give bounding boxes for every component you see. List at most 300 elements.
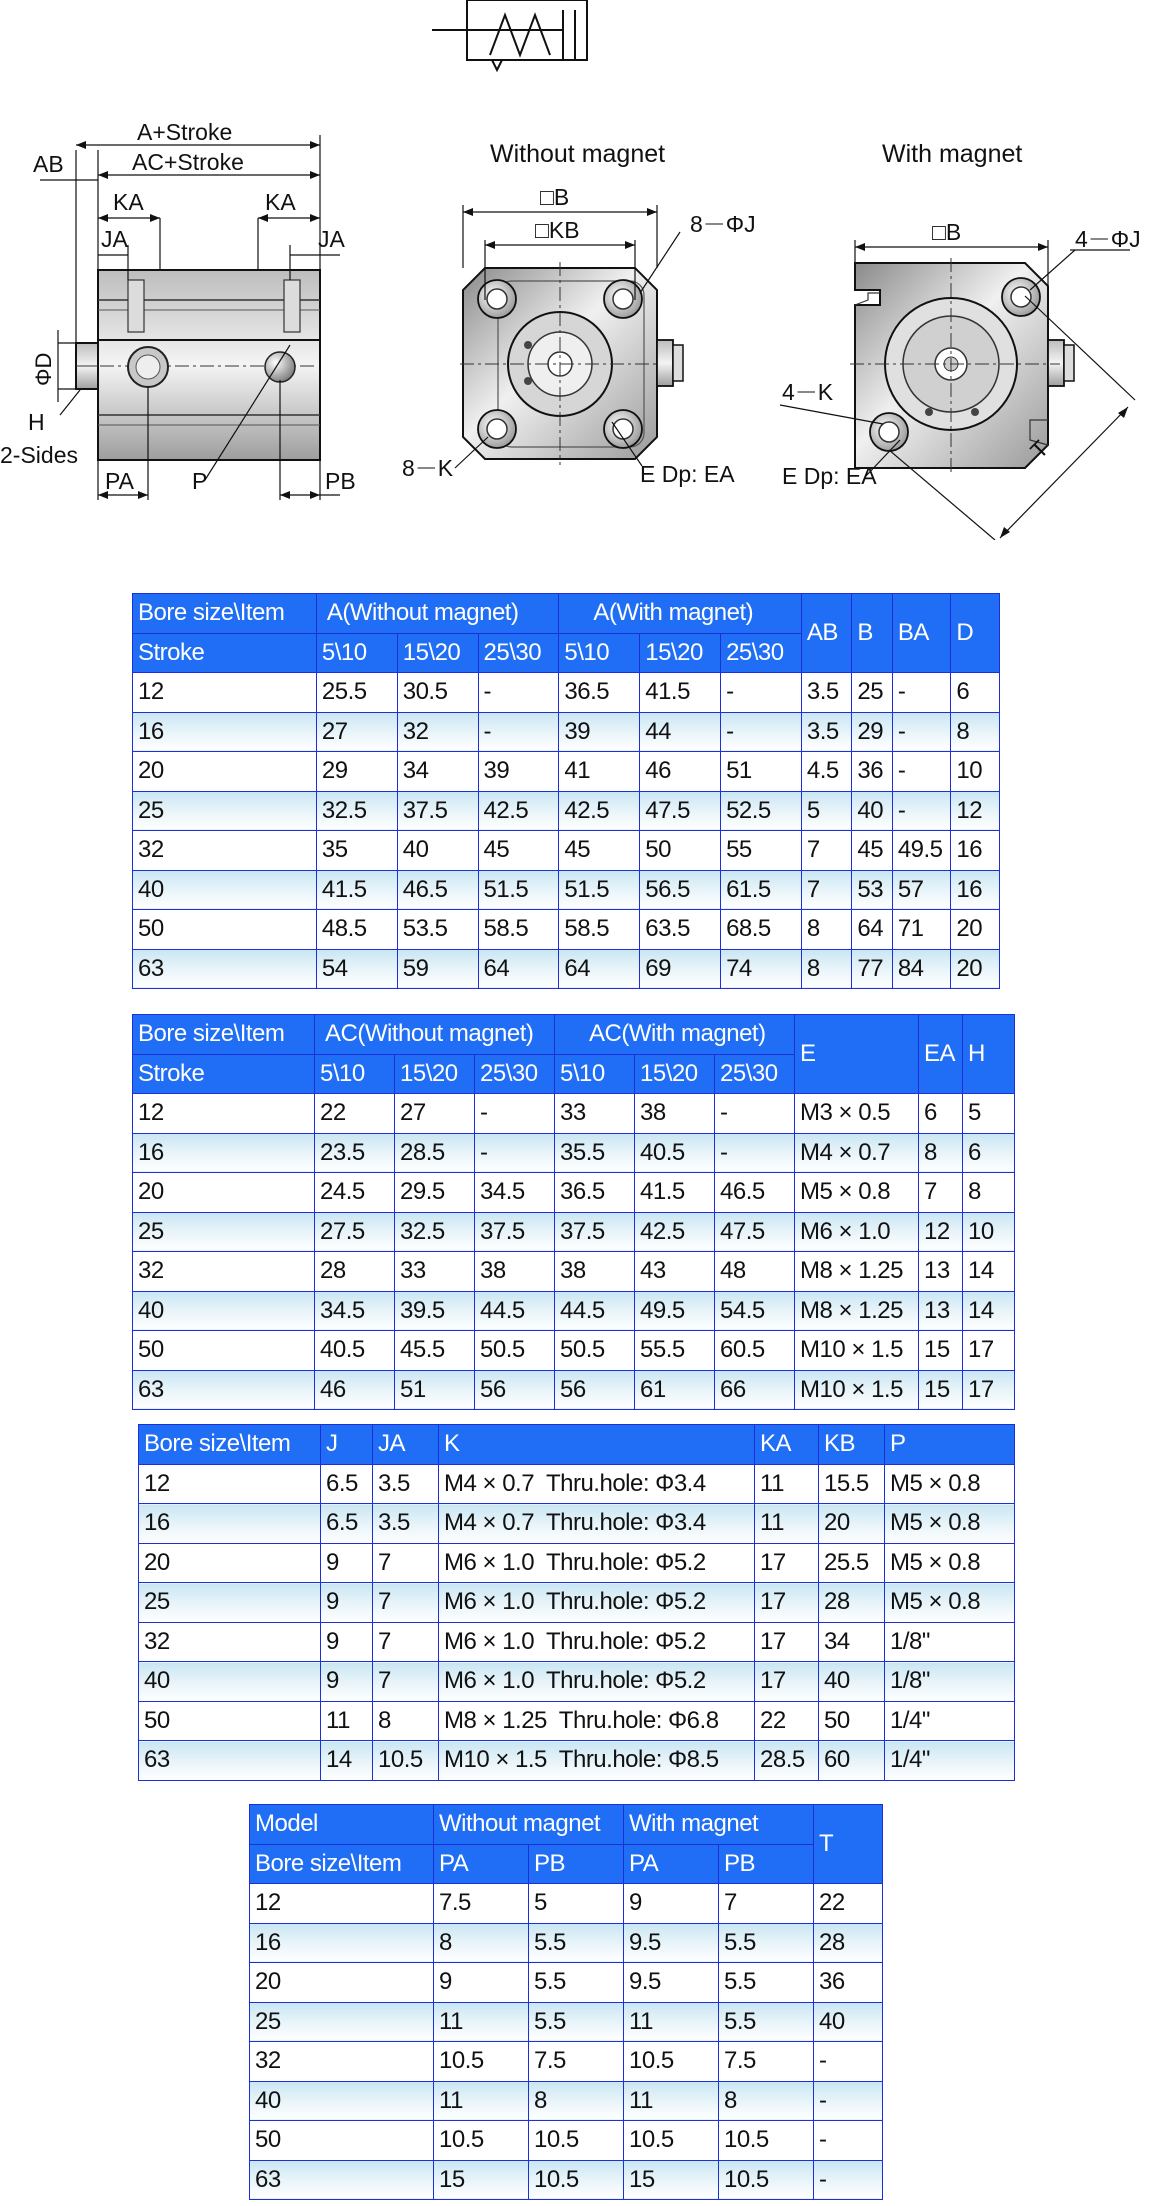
table-cell: - — [721, 712, 802, 752]
label-b-without: □B — [540, 184, 570, 210]
table-cell: 16 — [133, 712, 317, 752]
table-cell: 32 — [139, 1622, 321, 1662]
table-cell: 27 — [395, 1094, 475, 1134]
header-cell: K — [439, 1425, 755, 1465]
table-cell: 46.5 — [397, 870, 478, 910]
label-kb-without: □KB — [535, 217, 580, 243]
table-cell: 11 — [755, 1464, 819, 1504]
table-cell: - — [715, 1094, 795, 1134]
table-cell: 3.5 — [801, 673, 852, 713]
table-cell: 38 — [475, 1252, 555, 1292]
table-cell: 63 — [250, 2160, 434, 2200]
header-cell: D — [951, 594, 1000, 673]
table-cell: 54 — [316, 949, 397, 989]
header-cell: With magnet — [624, 1805, 814, 1845]
table-row — [250, 1963, 883, 2003]
table-row — [250, 2042, 883, 2082]
table-cell: M6 × 1.0 Thru.hole: Φ5.2 — [439, 1543, 755, 1583]
table-row — [139, 1701, 1015, 1741]
table-cell: 41.5 — [316, 870, 397, 910]
label-t-with: T — [1025, 435, 1054, 464]
table-j-k-p-dimensions — [138, 1424, 1015, 1781]
table-cell: 7.5 — [529, 2042, 624, 2082]
dim-pa: PA — [105, 468, 134, 494]
table-cell: 15.5 — [819, 1464, 885, 1504]
table-cell: 45.5 — [395, 1331, 475, 1371]
label-b-with: □B — [932, 219, 962, 245]
table-cell: 20 — [139, 1543, 321, 1583]
front-view-without-magnet — [460, 262, 683, 465]
dim-ka-right: KA — [265, 189, 296, 215]
table-header-row — [133, 1015, 1015, 1055]
table-cell: 43 — [635, 1252, 715, 1292]
header-cell: Model — [250, 1805, 434, 1845]
table-row — [133, 949, 1000, 989]
table-cell: 34.5 — [315, 1291, 395, 1331]
table-cell: 55 — [721, 831, 802, 871]
table-cell: 8 — [434, 1923, 529, 1963]
table-cell: - — [475, 1094, 555, 1134]
table-cell: 16 — [951, 831, 1000, 871]
table-cell: 46.5 — [715, 1173, 795, 1213]
table-cell: 44.5 — [475, 1291, 555, 1331]
table-cell: 38 — [635, 1094, 715, 1134]
table-cell: 15 — [624, 2160, 719, 2200]
table-cell: 55.5 — [635, 1331, 715, 1371]
table-pa-pb-t-dimensions — [249, 1804, 883, 2200]
table-cell: 58.5 — [559, 910, 640, 950]
table-cell: 34 — [397, 752, 478, 792]
table-cell: 28 — [819, 1583, 885, 1623]
table-cell: 20 — [951, 949, 1000, 989]
table-row — [139, 1504, 1015, 1544]
table-cell: 39.5 — [395, 1291, 475, 1331]
table-cell: 14 — [963, 1252, 1015, 1292]
table-cell: - — [478, 673, 559, 713]
table-row — [139, 1543, 1015, 1583]
table-cell: 25 — [139, 1583, 321, 1623]
header-cell: H — [963, 1015, 1015, 1094]
table-cell: 56.5 — [640, 870, 721, 910]
table-cell: 50 — [640, 831, 721, 871]
table-cell: 63 — [133, 949, 317, 989]
table-cell: 12 — [951, 791, 1000, 831]
header-cell: Bore size\Item — [139, 1425, 321, 1465]
table-cell: 35.5 — [555, 1133, 635, 1173]
table-cell: 9.5 — [624, 1963, 719, 2003]
table-cell: M6 × 1.0 Thru.hole: Φ5.2 — [439, 1662, 755, 1702]
table-cell: 12 — [919, 1212, 963, 1252]
table-cell: 36.5 — [559, 673, 640, 713]
table-cell: 47.5 — [640, 791, 721, 831]
table-cell: M10 × 1.5 — [795, 1370, 919, 1410]
header-cell: 5\10 — [559, 633, 640, 673]
table-cell: 60.5 — [715, 1331, 795, 1371]
table-cell: 25 — [133, 1212, 315, 1252]
table-cell: - — [814, 2121, 883, 2161]
table-cell: 8 — [801, 910, 852, 950]
table-cell: 45 — [559, 831, 640, 871]
table-row — [133, 831, 1000, 871]
table-cell: 28.5 — [395, 1133, 475, 1173]
table-header-row — [139, 1425, 1015, 1465]
table-cell: 17 — [963, 1370, 1015, 1410]
table-row — [133, 1173, 1015, 1213]
table-cell: 11 — [434, 2002, 529, 2042]
table-cell: 9 — [321, 1622, 373, 1662]
table-cell: 7 — [919, 1173, 963, 1213]
table-cell: 58.5 — [478, 910, 559, 950]
with-magnet-title: With magnet — [882, 140, 1023, 168]
table-cell: 49.5 — [635, 1291, 715, 1331]
table-cell: 16 — [250, 1923, 434, 1963]
header-cell: B — [852, 594, 892, 673]
table-cell: 7 — [373, 1543, 439, 1583]
table-cell: 14 — [963, 1291, 1015, 1331]
table-cell: 40 — [133, 1291, 315, 1331]
table-cell: 44.5 — [555, 1291, 635, 1331]
table-cell: 39 — [478, 752, 559, 792]
table-row — [250, 1884, 883, 1924]
table-cell: - — [721, 673, 802, 713]
table-cell: 8 — [919, 1133, 963, 1173]
table-cell: 53.5 — [397, 910, 478, 950]
table-cell: 36.5 — [555, 1173, 635, 1213]
table-cell: 40.5 — [315, 1331, 395, 1371]
table-cell: M5 × 0.8 — [885, 1504, 1015, 1544]
table-row — [133, 910, 1000, 950]
table-cell: 45 — [478, 831, 559, 871]
dim-phi-d: ΦD — [31, 352, 56, 386]
table-cell: 28 — [315, 1252, 395, 1292]
table-cell: M10 × 1.5 — [795, 1331, 919, 1371]
table-row — [133, 791, 1000, 831]
table-cell: 17 — [755, 1543, 819, 1583]
table-row — [133, 1370, 1015, 1410]
table-cell: 5.5 — [529, 2002, 624, 2042]
table-cell: 37.5 — [475, 1212, 555, 1252]
header-cell: PB — [719, 1844, 814, 1884]
header-cell: BA — [892, 594, 951, 673]
table-cell: 23.5 — [315, 1133, 395, 1173]
table-row — [250, 2160, 883, 2200]
table-row — [133, 1212, 1015, 1252]
table-cell: 40 — [852, 791, 892, 831]
table-cell: 50 — [133, 1331, 315, 1371]
table-cell: 10.5 — [373, 1741, 439, 1781]
table-cell: 40 — [814, 2002, 883, 2042]
table-cell: M5 × 0.8 — [885, 1543, 1015, 1583]
table-row — [250, 1923, 883, 1963]
header-cell: 15\20 — [635, 1054, 715, 1094]
table-cell: 7.5 — [434, 1884, 529, 1924]
table-cell: 54.5 — [715, 1291, 795, 1331]
dim-p: P — [192, 468, 208, 494]
table-cell: M5 × 0.8 — [885, 1464, 1015, 1504]
header-cell: Stroke — [133, 1054, 315, 1094]
table-cell: 34 — [819, 1622, 885, 1662]
table-cell: 64 — [478, 949, 559, 989]
header-cell: JA — [373, 1425, 439, 1465]
header-cell: T — [814, 1805, 883, 1884]
table-row — [133, 752, 1000, 792]
table-cell: M3 × 0.5 — [795, 1094, 919, 1134]
table-cell: 5.5 — [529, 1963, 624, 2003]
table-cell: 3.5 — [801, 712, 852, 752]
table-cell: - — [478, 712, 559, 752]
table-cell: 12 — [133, 673, 317, 713]
header-cell: Without magnet — [434, 1805, 624, 1845]
table-cell: 1/8" — [885, 1662, 1015, 1702]
header-cell: 25\30 — [475, 1054, 555, 1094]
table-cell: 63.5 — [640, 910, 721, 950]
header-cell: 5\10 — [555, 1054, 635, 1094]
table-cell: 20 — [133, 752, 317, 792]
table-cell: 10.5 — [434, 2042, 529, 2082]
table-cell: 17 — [963, 1331, 1015, 1371]
table-cell: 10.5 — [434, 2121, 529, 2161]
dim-ja-left: JA — [101, 226, 128, 252]
without-magnet-title: Without magnet — [490, 140, 666, 168]
table-cell: 25 — [133, 791, 317, 831]
table-cell: 56 — [475, 1370, 555, 1410]
table-cell: 47.5 — [715, 1212, 795, 1252]
dim-ab: AB — [33, 151, 64, 177]
table-cell: 40 — [250, 2081, 434, 2121]
table-cell: 32.5 — [316, 791, 397, 831]
table-cell: 61.5 — [721, 870, 802, 910]
table-cell: 40.5 — [635, 1133, 715, 1173]
table-cell: 69 — [640, 949, 721, 989]
table-cell: 52.5 — [721, 791, 802, 831]
table-cell: 35 — [316, 831, 397, 871]
table-header-row — [250, 1844, 883, 1884]
table-cell: 7 — [801, 870, 852, 910]
table-cell: 11 — [624, 2081, 719, 2121]
header-cell: 25\30 — [721, 633, 802, 673]
table-cell: 8 — [529, 2081, 624, 2121]
label-k-without: 8－K — [402, 455, 454, 481]
table-row — [133, 1133, 1015, 1173]
table-cell: - — [814, 2081, 883, 2121]
table-cell: 61 — [635, 1370, 715, 1410]
table-cell: 8 — [719, 2081, 814, 2121]
table-cell: 60 — [819, 1741, 885, 1781]
header-cell: Bore size\Item — [133, 1015, 315, 1055]
table-cell: M8 × 1.25 — [795, 1291, 919, 1331]
table-cell: 64 — [852, 910, 892, 950]
table-cell: 12 — [250, 1884, 434, 1924]
header-cell: 15\20 — [397, 633, 478, 673]
table-cell: M4 × 0.7 Thru.hole: Φ3.4 — [439, 1464, 755, 1504]
table-cell: - — [715, 1133, 795, 1173]
table-cell: - — [814, 2160, 883, 2200]
header-cell: EA — [919, 1015, 963, 1094]
table-cell: 10 — [963, 1212, 1015, 1252]
table-cell: 50.5 — [475, 1331, 555, 1371]
table-cell: 40 — [133, 870, 317, 910]
table-cell: 50 — [139, 1701, 321, 1741]
table-row — [133, 673, 1000, 713]
table-cell: 5.5 — [719, 2002, 814, 2042]
table-cell: 50 — [819, 1701, 885, 1741]
table-row — [133, 1252, 1015, 1292]
table-cell: M5 × 0.8 — [885, 1583, 1015, 1623]
pneumatic-symbol-icon — [432, 0, 587, 70]
table-cell: 44 — [640, 712, 721, 752]
table-cell: 51 — [721, 752, 802, 792]
table-cell: 40 — [397, 831, 478, 871]
table-cell: 17 — [755, 1662, 819, 1702]
technical-drawing — [0, 0, 1156, 540]
table-cell: 28.5 — [755, 1741, 819, 1781]
table-cell: 7 — [373, 1622, 439, 1662]
table-cell: 16 — [951, 870, 1000, 910]
table-cell: 1/4" — [885, 1701, 1015, 1741]
table-cell: 13 — [919, 1252, 963, 1292]
header-cell: A(With magnet) — [559, 594, 801, 634]
table-cell: 22 — [755, 1701, 819, 1741]
table-cell: 1/8" — [885, 1622, 1015, 1662]
table-row — [133, 712, 1000, 752]
table-row — [133, 1331, 1015, 1371]
table-row — [139, 1464, 1015, 1504]
label-e-ea-with: E Dp: EA — [782, 463, 877, 489]
header-cell: 5\10 — [315, 1054, 395, 1094]
dim-h: H — [28, 409, 45, 435]
table-cell: 32 — [133, 831, 317, 871]
table-cell: 4.5 — [801, 752, 852, 792]
table-cell: 66 — [715, 1370, 795, 1410]
table-cell: 20 — [951, 910, 1000, 950]
table-cell: 25 — [250, 2002, 434, 2042]
table-cell: 10.5 — [529, 2160, 624, 2200]
table-cell: 5.5 — [719, 1963, 814, 2003]
table-cell: 51 — [395, 1370, 475, 1410]
label-e-ea-without: E Dp: EA — [640, 461, 735, 487]
table-cell: 29.5 — [395, 1173, 475, 1213]
table-cell: 6.5 — [321, 1464, 373, 1504]
table-cell: 77 — [852, 949, 892, 989]
table-cell: 48 — [715, 1252, 795, 1292]
table-cell: 25.5 — [316, 673, 397, 713]
table-cell: 49.5 — [892, 831, 951, 871]
table-cell: 12 — [133, 1094, 315, 1134]
table-cell: 24.5 — [315, 1173, 395, 1213]
table-cell: 11 — [624, 2002, 719, 2042]
table-cell: M8 × 1.25 — [795, 1252, 919, 1292]
table-cell: 32 — [397, 712, 478, 752]
table-cell: 51.5 — [478, 870, 559, 910]
table-cell: 9 — [434, 1963, 529, 2003]
table-cell: 36 — [852, 752, 892, 792]
table-cell: 53 — [852, 870, 892, 910]
table-row — [133, 1291, 1015, 1331]
table-cell: 22 — [315, 1094, 395, 1134]
table-row — [139, 1583, 1015, 1623]
table-cell: 42.5 — [478, 791, 559, 831]
header-cell: E — [795, 1015, 919, 1094]
table-cell: 63 — [133, 1370, 315, 1410]
table-cell: M6 × 1.0 Thru.hole: Φ5.2 — [439, 1583, 755, 1623]
table-cell: - — [892, 712, 951, 752]
table-cell: 7 — [801, 831, 852, 871]
table-cell: M6 × 1.0 — [795, 1212, 919, 1252]
table-cell: M8 × 1.25 Thru.hole: Φ6.8 — [439, 1701, 755, 1741]
table-cell: 10.5 — [719, 2160, 814, 2200]
table-cell: 10 — [951, 752, 1000, 792]
table-cell: 40 — [139, 1662, 321, 1702]
table-cell: 41.5 — [640, 673, 721, 713]
table-cell: 22 — [814, 1884, 883, 1924]
table-cell: 6 — [963, 1133, 1015, 1173]
table-cell: 16 — [133, 1133, 315, 1173]
header-cell: 15\20 — [395, 1054, 475, 1094]
table-cell: 33 — [555, 1094, 635, 1134]
table-cell: M4 × 0.7 Thru.hole: Φ3.4 — [439, 1504, 755, 1544]
table-cell: 37.5 — [555, 1212, 635, 1252]
table-cell: 50 — [250, 2121, 434, 2161]
label-k-with: 4－K — [782, 379, 834, 405]
table-cell: 6 — [951, 673, 1000, 713]
header-cell: KA — [755, 1425, 819, 1465]
table-cell: 38 — [555, 1252, 635, 1292]
table-cell: 7.5 — [719, 2042, 814, 2082]
table-cell: 48.5 — [316, 910, 397, 950]
header-cell: Bore size\Item — [250, 1844, 434, 1884]
header-cell: A(Without magnet) — [316, 594, 559, 634]
table-cell: 7 — [373, 1662, 439, 1702]
table-cell: 64 — [559, 949, 640, 989]
table-cell: 41 — [559, 752, 640, 792]
table-row — [139, 1741, 1015, 1781]
table-cell: 25.5 — [819, 1543, 885, 1583]
table-cell: 10.5 — [719, 2121, 814, 2161]
dim-ac-stroke: AC+Stroke — [132, 149, 244, 175]
table-cell: 9 — [321, 1662, 373, 1702]
header-cell: Bore size\Item — [133, 594, 317, 634]
table-header-row — [250, 1805, 883, 1845]
table-cell: 50 — [133, 910, 317, 950]
table-cell: 10.5 — [624, 2121, 719, 2161]
table-cell: 9 — [624, 1884, 719, 1924]
table-cell: 12 — [139, 1464, 321, 1504]
table-cell: 33 — [395, 1252, 475, 1292]
table-cell: 15 — [919, 1331, 963, 1371]
table-cell: 71 — [892, 910, 951, 950]
table-cell: 10.5 — [529, 2121, 624, 2161]
table-cell: 9 — [321, 1543, 373, 1583]
table-cell: 9.5 — [624, 1923, 719, 1963]
two-sides-label: 2-Sides — [0, 442, 78, 468]
table-cell: 46 — [315, 1370, 395, 1410]
table-cell: 11 — [755, 1504, 819, 1544]
table-cell: 42.5 — [559, 791, 640, 831]
table-cell: 20 — [250, 1963, 434, 2003]
table-cell: 5.5 — [719, 1923, 814, 1963]
table-cell: 32 — [133, 1252, 315, 1292]
table-cell: 16 — [139, 1504, 321, 1544]
table-cell: 25 — [852, 673, 892, 713]
header-cell: 15\20 — [640, 633, 721, 673]
header-cell: PB — [529, 1844, 624, 1884]
table-cell: 41.5 — [635, 1173, 715, 1213]
table-cell: 8 — [963, 1173, 1015, 1213]
table-cell: - — [475, 1133, 555, 1173]
label-j-without: 8－ΦJ — [690, 211, 756, 237]
table-cell: 74 — [721, 949, 802, 989]
table-cell: 17 — [755, 1583, 819, 1623]
